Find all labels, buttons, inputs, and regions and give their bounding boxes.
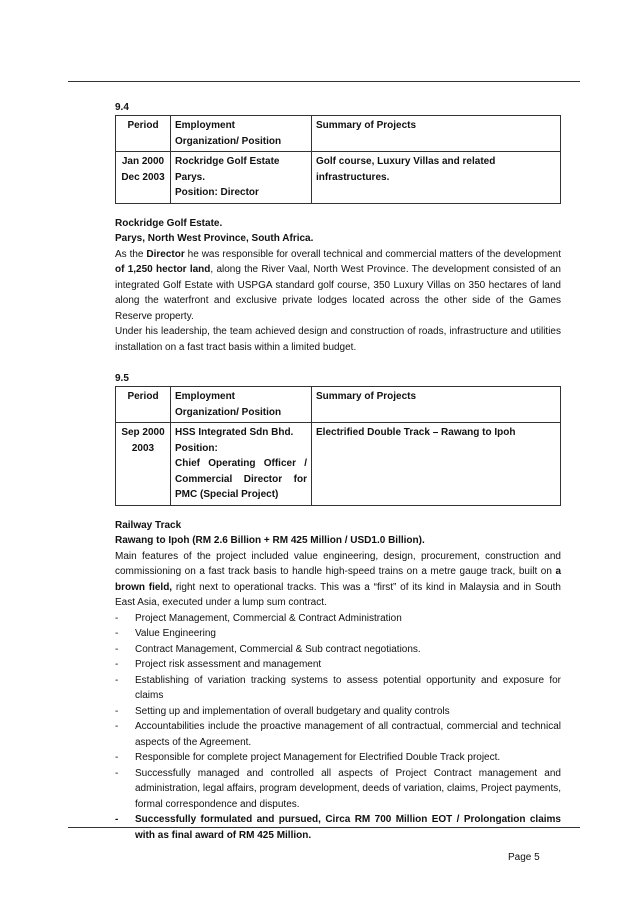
table-header-row xyxy=(116,116,561,152)
footer-rule xyxy=(68,827,580,828)
list-item-text: Project risk assessment and management xyxy=(135,659,322,670)
project-description xyxy=(115,247,561,325)
employment-table xyxy=(115,386,561,506)
text-run: Main features of the project included value engineering, design, procurement, construction and commissioning on a fast track basis to handle high-speed trains on a metre gauge track, built on xyxy=(115,550,561,577)
period-end: Dec 2003 xyxy=(121,171,165,183)
summary-header: Summary of Projects xyxy=(312,387,561,423)
organization-name: HSS Integrated Sdn Bhd. xyxy=(175,427,294,438)
list-marker: - xyxy=(115,721,119,732)
table-header-row xyxy=(116,387,561,423)
project-heading: Rockridge Golf Estate. xyxy=(115,217,223,229)
text-run: As the xyxy=(115,248,147,260)
table-row xyxy=(116,423,561,506)
position: Position: Director xyxy=(175,187,259,198)
list-item xyxy=(115,642,561,658)
list-marker: - xyxy=(115,705,119,717)
bold-run: Director xyxy=(146,248,185,260)
list-marker: - xyxy=(115,643,119,655)
list-item-text: Establishing of variation tracking systems to assess potential opportunity and exposure for claims xyxy=(135,674,561,701)
period-header: Period xyxy=(116,387,171,423)
list-item xyxy=(115,719,561,750)
section-number: 9.5 xyxy=(115,373,129,384)
summary-cell: Golf course, Luxury Villas and related infrastructures. xyxy=(312,152,561,204)
list-item xyxy=(115,750,561,766)
table-row xyxy=(116,152,561,204)
list-item-text: Accountabilities include the proactive management of all contractual, commercial and technical aspects of the Agreement. xyxy=(135,721,561,748)
period-cell xyxy=(116,423,171,506)
list-item-text: Successfully formulated and pursued, Circa RM 700 Million EOT / Prolongation claims with as final award of RM 425 Million. xyxy=(135,814,561,841)
list-item xyxy=(115,704,561,720)
page-content xyxy=(115,100,561,843)
project-location: Parys, North West Province, South Africa. xyxy=(115,233,314,244)
organization-header-line1: Employment xyxy=(175,391,236,402)
employment-table xyxy=(115,115,561,204)
organization-header-line1: Employment xyxy=(175,120,236,131)
list-marker: - xyxy=(115,752,119,763)
list-item-text: Setting up and implementation of overall budgetary and quality controls xyxy=(135,705,450,717)
period-header: Period xyxy=(116,116,171,152)
bold-run: of 1,250 hector land xyxy=(115,264,211,275)
period-cell xyxy=(116,152,171,204)
text-run: he was responsible for overall technical and commercial matters of the development xyxy=(184,248,561,260)
organization-cell xyxy=(171,423,312,506)
summary-header: Summary of Projects xyxy=(312,116,561,152)
organization-header-line2: Organization/ Position xyxy=(175,135,282,147)
organization-cell xyxy=(171,152,312,204)
list-item xyxy=(115,657,561,673)
list-item-text: Contract Management, Commercial & Sub contract negotiations. xyxy=(135,643,421,655)
list-item xyxy=(115,626,561,642)
list-item-text: Successfully managed and controlled all aspects of Project Contract management and administration, legal affairs, program development, deeds of variation, claims, Project payments, formal correspondence and disputes. xyxy=(135,767,561,810)
list-marker: - xyxy=(115,767,119,779)
text-run: , along the River Vaal, North West Province. The development consisted of an integrated Golf Estate with USPGA standard golf course, 350 Luxury Villas on 350 hectares of land along the waterfront and exclusive private lodges located across the other side of the Games Reserve property. xyxy=(115,264,561,322)
list-marker: - xyxy=(115,814,119,825)
list-item-text: Project Management, Commercial & Contract Administration xyxy=(135,612,402,624)
bold-run: a brown field, xyxy=(115,566,561,593)
period-start: Jan 2000 xyxy=(121,156,165,167)
organization-header xyxy=(171,387,312,423)
list-marker: - xyxy=(115,628,119,639)
organization-header xyxy=(171,116,312,152)
organization-header-line2: Organization/ Position xyxy=(175,406,282,418)
list-item-text: Responsible for complete project Management for Electrified Double Track project. xyxy=(135,752,501,763)
text-run: right next to operational tracks. This was a “first” of its kind in Malaysia and in South East Asia, executed under a lump sum contract. xyxy=(115,581,561,608)
organization-name: Rockridge Golf Estate xyxy=(175,156,280,167)
responsibilities-list xyxy=(115,611,561,844)
list-item xyxy=(115,673,561,704)
summary-cell: Electrified Double Track – Rawang to Ipoh xyxy=(312,423,561,506)
project-leadership: Under his leadership, the team achieved design and construction of roads, infrastructure and utilities installation on a fast tract basis within a limited budget. xyxy=(115,326,561,353)
position-label: Position: xyxy=(175,442,218,454)
period-start: Sep 2000 xyxy=(121,427,165,438)
position: Chief Operating Officer / Commercial Director for PMC (Special Project) xyxy=(175,458,307,500)
list-marker: - xyxy=(115,612,119,624)
list-marker: - xyxy=(115,674,119,686)
project-value: Rawang to Ipoh (RM 2.6 Billion + RM 425 Million / USD1.0 Billion). xyxy=(115,535,425,546)
list-item xyxy=(115,766,561,813)
list-marker: - xyxy=(115,659,119,670)
project-description xyxy=(115,549,561,611)
header-rule xyxy=(68,81,580,82)
list-item xyxy=(115,611,561,627)
period-end: 2003 xyxy=(131,442,155,454)
section-number: 9.4 xyxy=(115,102,129,113)
project-heading: Railway Track xyxy=(115,519,182,531)
list-item-text: Value Engineering xyxy=(135,628,216,639)
page-number: Page 5 xyxy=(508,852,540,863)
organization-location: Parys. xyxy=(175,171,206,183)
